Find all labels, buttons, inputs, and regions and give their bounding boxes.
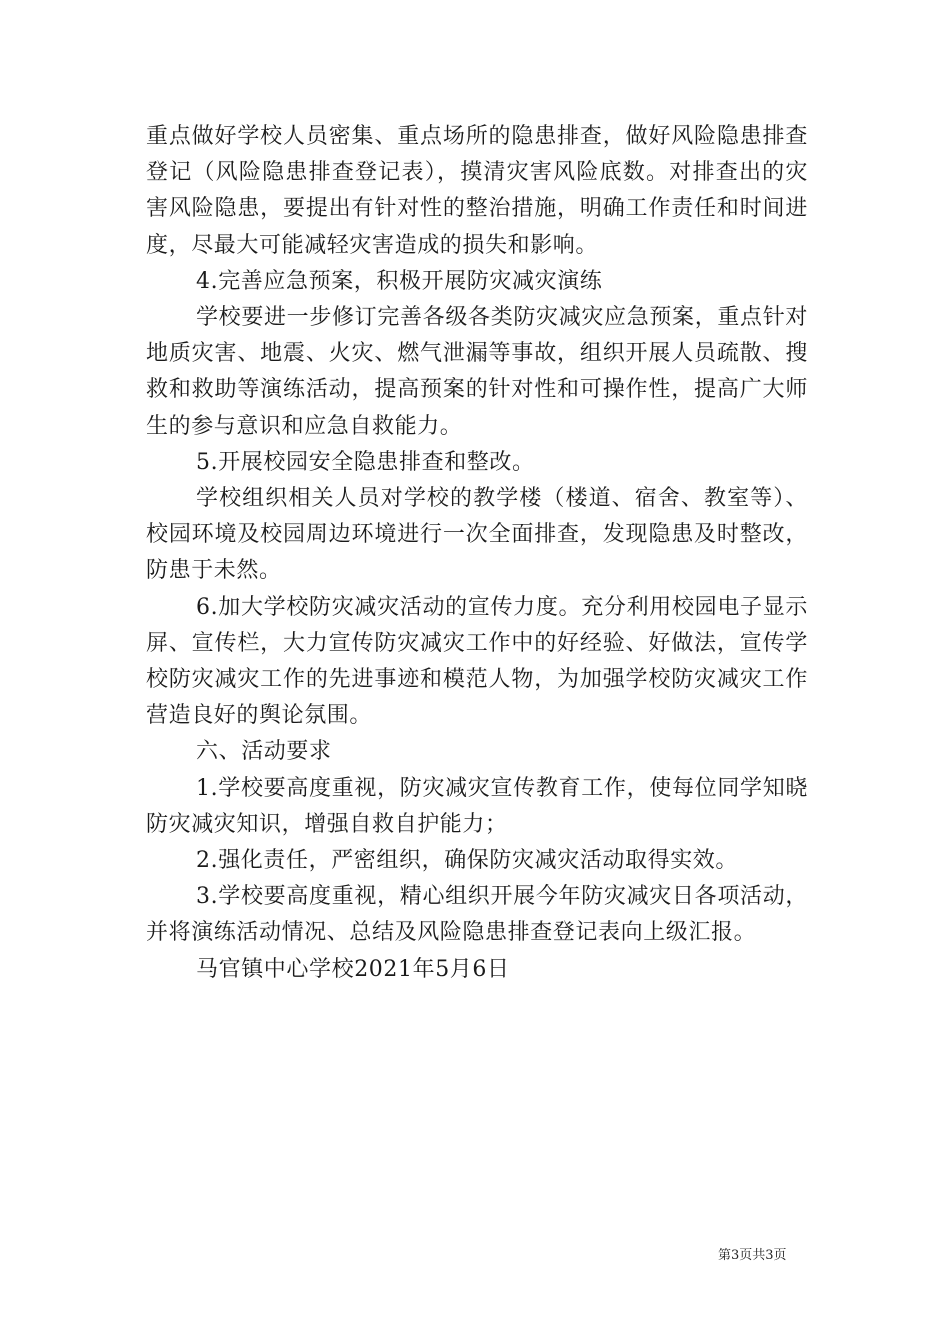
paragraph-hazard-check-continued: 重点做好学校人员密集、重点场所的隐患排查，做好风险隐患排查登记（风险隐患排查登记表），摸清灾害风险底数。对排查出的灾害风险隐患，要提出有针对性的整治措施，明确工作责任和时间进度，尽最大可能减轻灾害造成的损失和影响。 bbox=[146, 124, 808, 258]
page-number: 第3页共3页 bbox=[718, 1248, 787, 1263]
requirement-item-1: 1.学校要高度重视，防灾减灾宣传教育工作，使每位同学知晓防灾减灾知识，增强自救自护能力； bbox=[146, 775, 808, 837]
heading-campus-inspection: 5.开展校园安全隐患排查和整改。 bbox=[196, 449, 535, 475]
paragraph-emergency-plan: 学校要进一步修订完善各级各类防灾减灾应急预案，重点针对地质灾害、地震、火灾、燃气泄漏等事故，组织开展人员疏散、搜救和救助等演练活动，提高预案的针对性和可操作性，提高广大师生的参与意识和应急自救能力。 bbox=[146, 305, 808, 439]
section-heading-requirements: 六、活动要求 bbox=[196, 739, 332, 765]
paragraph-campus-inspection: 学校组织相关人员对学校的教学楼（楼道、宿舍、教室等）、校园环境及校园周边环境进行一次全面排查，发现隐患及时整改，防患于未然。 bbox=[146, 486, 808, 584]
requirement-item-2: 2.强化责任，严密组织，确保防灾减灾活动取得实效。 bbox=[196, 848, 738, 874]
paragraph-publicity: 6.加大学校防灾减灾活动的宣传力度。充分利用校园电子显示屏、宣传栏，大力宣传防灾减灾工作中的好经验、好做法，宣传学校防灾减灾工作的先进事迹和模范人物，为加强学校防灾减灾工作营造良好的舆论氛围。 bbox=[146, 594, 808, 729]
heading-emergency-plan: 4.完善应急预案，积极开展防灾减灾演练 bbox=[196, 268, 603, 294]
requirement-item-3: 3.学校要高度重视，精心组织开展今年防灾减灾日各项活动，并将演练活动情况、总结及风险隐患排查登记表向上级汇报。 bbox=[146, 884, 808, 946]
signature-date: 马官镇中心学校2021年5月6日 bbox=[196, 956, 510, 982]
document-body bbox=[146, 119, 808, 988]
